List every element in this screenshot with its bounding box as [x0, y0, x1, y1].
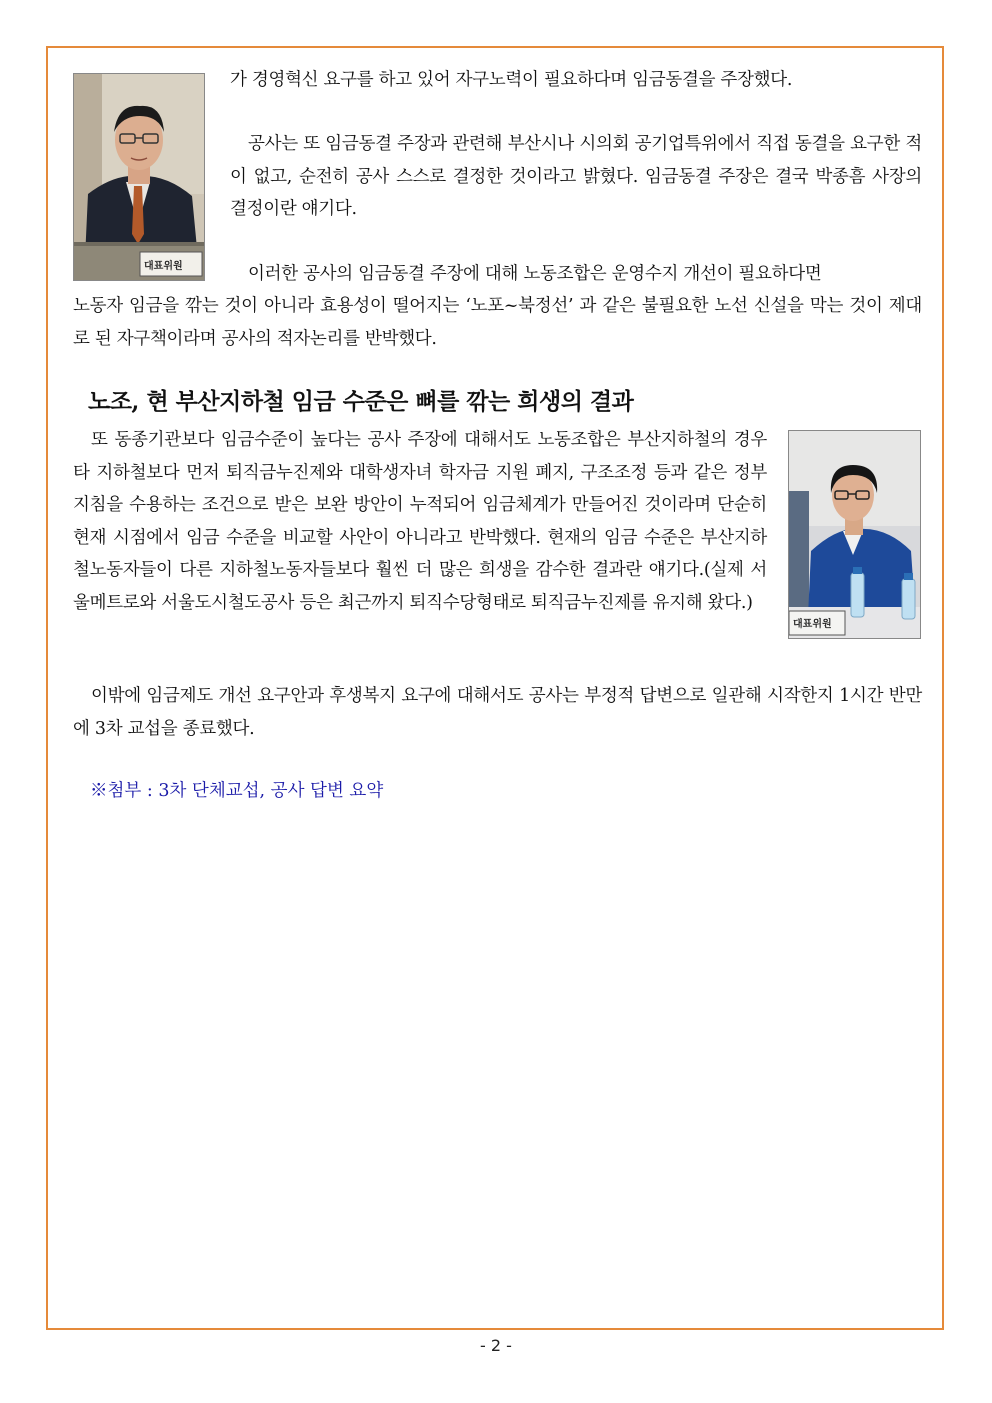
attachment-note: ※첨부 : 3차 단체교섭, 공사 답변 요약 [90, 781, 384, 801]
photo-representative-right [788, 430, 921, 639]
paragraph-1: 가 경영혁신 요구를 하고 있어 자구노력이 필요하다며 임금동결을 주장했다. [230, 70, 793, 90]
page-number: - 2 - [480, 1336, 512, 1355]
paragraph-2: 공사는 또 임금동결 주장과 관련해 부산시나 시의회 공기업특위에서 직접 동결을 요구한 적이 없고, 순전히 공사 스스로 결정한 것이라고 밝혔다. 임금동결 주장은 결국 박종흠 사장의 결정이란 얘기다. [230, 134, 922, 219]
photo-right-caption: 대표위원 [793, 619, 832, 630]
section-heading: 노조, 현 부산지하철 임금 수준은 뼈를 깎는 희생의 결과 [88, 388, 634, 415]
photo-right-image [789, 431, 920, 638]
paragraph-3: 노동자 임금을 깎는 것이 아니라 효용성이 떨어지는 ‘노포~북정선’ 과 같은 불필요한 노선 신설을 막는 것이 제대로 된 자구책이라며 공사의 적자논리를 반박했다. [73, 296, 922, 349]
photo-left-image [74, 74, 204, 280]
photo-representative-left [73, 73, 205, 281]
paragraph-3-first-line: 이러한 공사의 임금동결 주장에 대해 노동조합은 운영수지 개선이 필요하다면 [248, 264, 822, 284]
photo-left-caption: 대표위원 [144, 261, 183, 272]
paragraph-5: 이밖에 임금제도 개선 요구안과 후생복지 요구에 대해서도 공사는 부정적 답변으로 일관해 시작한지 1시간 반만에 3차 교섭을 종료했다. [73, 686, 922, 739]
paragraph-4: 또 동종기관보다 임금수준이 높다는 공사 주장에 대해서도 노동조합은 부산지하철의 경우 타 지하철보다 먼저 퇴직금누진제와 대학생자녀 학자금 지원 폐지, 구조조정 등과 같은 정부지침을 수용하는 조건으로 받은 보완 방안이 누적되어 임금체계가 만들어진 것이라며 단순히 현재 시점에서 임금 수준을 비교할 사안이 아니라고 반박했다. 현재의 임금 수준은 부산지하철노동자들이 다른 지하철노동자들보다 훨씬 더 많은 희생을 감수한 결과란 얘기다.(실제 서울메트로와 서울도시철도공사 등은 최근까지 퇴직수당형태로 퇴직금누진제를 유지해 왔다.) [73, 430, 767, 613]
